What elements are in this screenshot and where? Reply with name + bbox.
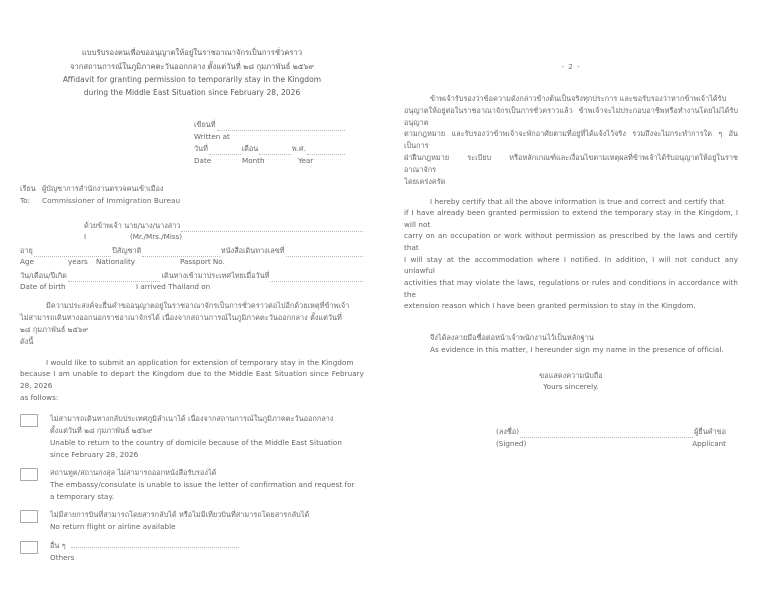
page-number: - 2 - bbox=[561, 62, 581, 71]
addressee-english-key: To: bbox=[20, 195, 31, 205]
certification-english-line-3: carry on an occupation or work without permission as prescribed by the laws and certify that bbox=[404, 231, 738, 253]
month-thai-label: เดือน bbox=[241, 143, 259, 153]
reason-1-english-line-2: since February 28, 2026 bbox=[50, 449, 139, 459]
addressee-thai-key: เรียน bbox=[20, 183, 36, 193]
reason-2-english-line-2: a temporary stay. bbox=[50, 491, 115, 501]
reason-2-thai-line-1: สถานทูต/สถานกงสุล ไม่สามารถออกหนังสือรับรองได้ bbox=[50, 468, 217, 478]
passport-english-label: Passport No. bbox=[180, 257, 225, 267]
arrival-input[interactable] bbox=[270, 274, 363, 282]
title-english-line-1: Affidavit for granting permission to temporarily stay in the Kingdom bbox=[62, 75, 322, 85]
age-nationality-passport-row bbox=[20, 246, 364, 257]
passport-input[interactable] bbox=[286, 249, 363, 257]
certification-thai-line-4: ฝ่าฝืนกฎหมาย ระเบียบ หรือหลักเกณฑ์และเงื่อนไขตามเหตุผลที่ข้าพเจ้าได้รับอนุญาตให้อยู่ในราชอาณาจักร bbox=[404, 153, 738, 174]
checkbox-reason-2[interactable] bbox=[20, 468, 38, 481]
reason-checklist bbox=[20, 413, 364, 563]
addressee-english-value: Commissioner of Immigration Bureau bbox=[42, 195, 181, 205]
dob-input[interactable] bbox=[68, 274, 161, 282]
form-title-block bbox=[20, 46, 364, 100]
reason-3-text bbox=[50, 509, 364, 532]
request-english-line-3: as follows: bbox=[20, 392, 59, 402]
closing-english: Yours sincerely. bbox=[543, 382, 599, 392]
nationality-input[interactable] bbox=[142, 249, 219, 257]
name-thai-label: ด้วยข้าพเจ้า นาย/นาง/นางสาว bbox=[84, 221, 181, 231]
reason-1-thai-line-2: ตั้งแต่วันที่ ๒๘ กุมภาพันธ์ ๒๕๖๙ bbox=[50, 426, 153, 436]
request-thai-line-1: มีความประสงค์จะยื่นคำขออนุญาตอยู่ในราชอาณาจักรเป็นการชั่วคราวต่อไปอีกด้วยเหตุที่ข้าพเจ้า bbox=[46, 301, 350, 311]
reason-1-text bbox=[50, 413, 364, 460]
reason-4-english-line-1: Others bbox=[50, 552, 75, 562]
age-thai-label: อายุ bbox=[20, 246, 33, 256]
list-item[interactable] bbox=[20, 413, 364, 460]
written-at-english-label-row bbox=[194, 132, 346, 141]
evidence-english: As evidence in this matter, I hereunder sign my name in the presence of official. bbox=[430, 344, 724, 354]
evidence-block bbox=[404, 332, 738, 355]
addressee-thai-row bbox=[20, 183, 364, 195]
certification-paragraph-thai bbox=[404, 93, 738, 188]
reason-3-thai-line-1: ไม่มีสายการบินที่สามารถโดยสารกลับได้ หรือไม่มีเที่ยวบินที่สามารถโดยสารกลับได้ bbox=[50, 510, 310, 520]
dob-arrival-row bbox=[20, 271, 364, 282]
certification-thai-line-3: ตามกฎหมาย และรับรองว่าข้าพเจ้าจะพักอาศัยตามที่อยู่ที่ได้แจ้งไว้จริง รวมถึงจะไม่กระทำการใด ๆ อันเป็นการ bbox=[404, 129, 738, 151]
name-title-hint: (Mr./Mrs./Miss) bbox=[130, 232, 183, 242]
year-thai-label: พ.ศ. bbox=[291, 143, 307, 153]
certification-thai-line-5: โดยเคร่งครัด bbox=[404, 176, 446, 186]
request-thai-line-4: ดังนี้ bbox=[20, 336, 34, 346]
signature-row bbox=[496, 427, 726, 438]
addressee-english-row bbox=[20, 195, 364, 207]
dob-thai-label: วัน/เดือน/ปีเกิด bbox=[20, 271, 67, 281]
name-input[interactable] bbox=[181, 224, 363, 232]
closing-thai: ขอแสดงความนับถือ bbox=[539, 370, 603, 380]
written-at-block bbox=[194, 120, 346, 165]
year-english-label: Year bbox=[298, 155, 314, 165]
certification-english-line-4: I will stay at the accommodation where I notified. In addition, I will not conduct any unlawful bbox=[404, 254, 738, 276]
signature-input[interactable] bbox=[520, 430, 693, 438]
date-english-label-row bbox=[194, 156, 346, 165]
checkbox-reason-1[interactable] bbox=[20, 414, 38, 427]
title-thai-line-1: แบบรับรองตนเพื่อขออนุญาตให้อยู่ในราชอาณาจักรเป็นการชั่วคราว bbox=[81, 48, 303, 57]
applicant-fields-block bbox=[20, 221, 364, 291]
name-row bbox=[20, 221, 364, 232]
reason-4-thai-line-1: อื่น ๆ bbox=[50, 540, 66, 550]
year-input[interactable] bbox=[307, 147, 345, 155]
date-english-label: Date bbox=[194, 155, 212, 165]
page-right bbox=[382, 0, 764, 600]
list-item[interactable] bbox=[20, 467, 364, 502]
reason-1-thai-line-1: ไม่สามารถเดินทางกลับประเทศภูมิลำเนาได้ เนื่องจากสถานการณ์ในภูมิภาคตะวันออกกลาง bbox=[50, 414, 334, 424]
date-row bbox=[194, 144, 346, 155]
age-english-label: Age bbox=[20, 257, 34, 267]
arrival-english-label: I arrived Thailand on bbox=[136, 282, 211, 292]
date-thai-label: วันที่ bbox=[194, 143, 208, 153]
request-thai-line-3: ๒๘ กุมภาพันธ์ ๒๕๖๙ bbox=[20, 324, 89, 334]
request-english-line-1: I would like to submit an application for extension of temporary stay in the Kingdom bbox=[46, 357, 354, 367]
reason-2-text bbox=[50, 467, 364, 502]
age-unit-thai: ปี bbox=[112, 246, 117, 256]
written-at-row bbox=[194, 120, 346, 131]
checkbox-reason-4[interactable] bbox=[20, 541, 38, 554]
dob-english-label: Date of birth bbox=[20, 282, 66, 292]
signature-english-role: Applicant bbox=[692, 439, 726, 448]
closing-block bbox=[404, 370, 738, 393]
list-item[interactable] bbox=[20, 509, 364, 532]
certification-english-line-2: if I have already been granted permission to extend the temporary stay in the Kingdom, I will not bbox=[404, 208, 738, 229]
signature-thai-label: (ลงชื่อ) bbox=[496, 427, 520, 436]
arrival-thai-label: เดินทางเข้ามาประเทศไทยเมื่อวันที่ bbox=[161, 271, 270, 281]
age-unit-english: years bbox=[68, 257, 88, 267]
request-thai-line-2: ไม่สามารถเดินทางออกนอกราชอาณาจักรได้ เนื่องจากสถานการณ์ในภูมิภาคตะวันออกกลาง ตั้งแต่วันที่ bbox=[20, 313, 342, 323]
signature-block bbox=[496, 427, 726, 448]
signature-thai-role: ผู้ยื่นคำขอ bbox=[694, 427, 726, 436]
request-paragraph-thai bbox=[20, 300, 364, 347]
passport-thai-label: หนังสือเดินทางเลขที่ bbox=[220, 246, 285, 256]
reason-4-text bbox=[50, 540, 364, 563]
date-input[interactable] bbox=[209, 147, 241, 155]
written-at-input[interactable] bbox=[217, 123, 345, 131]
dob-arrival-english-row bbox=[20, 282, 364, 291]
checkbox-reason-3[interactable] bbox=[20, 510, 38, 523]
name-english-label-row bbox=[20, 232, 364, 241]
reason-4-others-input[interactable] bbox=[71, 541, 239, 548]
nationality-english-label: Nationality bbox=[96, 257, 136, 267]
certification-english-line-6: extension reason which I have been granted permission to stay in the Kingdom. bbox=[404, 301, 696, 311]
written-at-thai-label: เขียนที่ bbox=[194, 119, 216, 129]
reason-3-english-line-1: No return flight or airline available bbox=[50, 522, 176, 532]
reason-2-english-line-1: The embassy/consulate is unable to issue the letter of confirmation and request for bbox=[50, 479, 355, 489]
certification-paragraph-english bbox=[404, 196, 738, 313]
certification-thai-line-2: อนุญาตให้อยู่ต่อในราชอาณาจักรเป็นการชั่วคราวแล้ว ข้าพเจ้าจะไม่ประกอบอาชีพหรือทำงานโดยไม่ได้รับอนุญาต bbox=[404, 105, 738, 127]
request-english-line-2: because I am unable to depart the Kingdom due to the Middle East Situation since February 28, 2026 bbox=[20, 369, 364, 390]
certification-english-line-5: activities that may violate the laws, regulations or rules and conditions in accordance with the bbox=[404, 278, 738, 299]
title-thai-line-2: จากสถานการณ์ในภูมิภาคตะวันออกกลาง ตั้งแต่วันที่ ๒๘ กุมภาพันธ์ ๒๕๖๙ bbox=[70, 61, 314, 71]
addressee-block bbox=[20, 183, 364, 207]
certification-english-line-1: I hereby certify that all the above information is true and correct and certify that bbox=[430, 196, 725, 206]
nationality-thai-label: สัญชาติ bbox=[116, 246, 142, 256]
list-item[interactable] bbox=[20, 540, 364, 563]
age-nationality-passport-english-row bbox=[20, 257, 364, 266]
written-at-english-label: Written at bbox=[194, 131, 230, 141]
addressee-thai-value: ผู้บัญชาการสำนักงานตรวจคนเข้าเมือง bbox=[42, 183, 164, 193]
reason-4-thai-row bbox=[50, 540, 364, 552]
certification-thai-line-1: ข้าพเจ้ารับรองว่าข้อความดังกล่าวข้างต้นเป็นจริงทุกประการ และขอรับรองว่าหากข้าพเจ้าได้รับ bbox=[430, 94, 727, 103]
title-english-line-2: during the Middle East Situation since February 28, 2026 bbox=[83, 88, 301, 98]
month-input[interactable] bbox=[259, 147, 291, 155]
reason-1-english-line-1: Unable to return to the country of domicile because of the Middle East Situation bbox=[50, 437, 342, 447]
name-english-key: I bbox=[84, 232, 87, 242]
request-paragraph-english bbox=[20, 357, 364, 404]
signature-english-label: (Signed) bbox=[496, 439, 527, 448]
evidence-thai: จึงได้ลงลายมือชื่อต่อหน้าเจ้าพนักงานไว้เป็นหลักฐาน bbox=[430, 333, 594, 343]
month-english-label: Month bbox=[242, 155, 265, 165]
signature-english-row bbox=[496, 439, 726, 448]
age-input[interactable] bbox=[34, 249, 111, 257]
